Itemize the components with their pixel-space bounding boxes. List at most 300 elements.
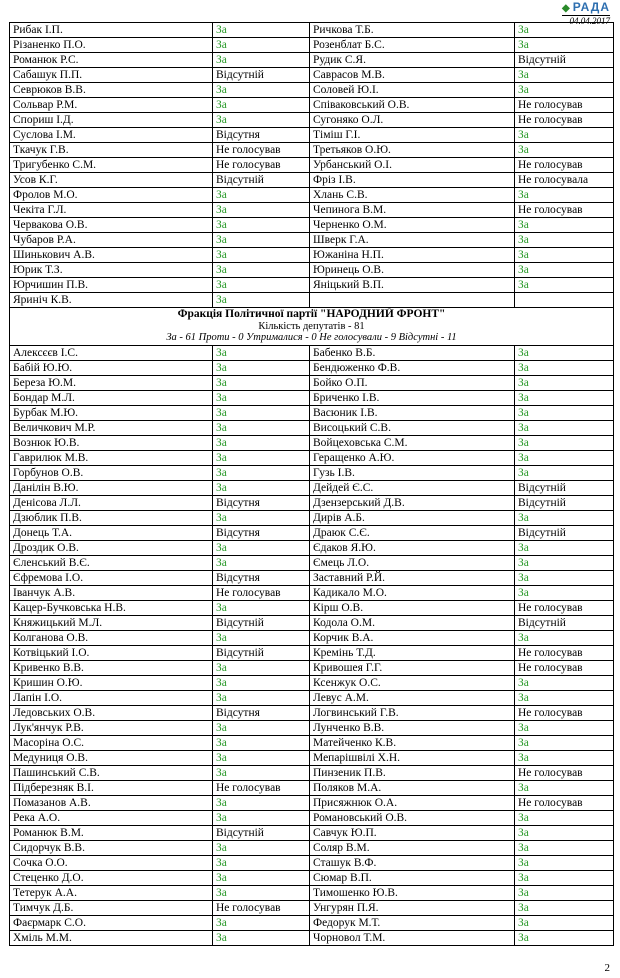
deputy-name-right: Розенблат Б.С. — [310, 38, 515, 53]
vote-result-left: За — [213, 870, 310, 885]
table-row — [10, 855, 614, 870]
deputy-name-left: Ткачук Г.В. — [10, 143, 213, 158]
vote-result-right: За — [515, 540, 614, 555]
vote-result-right: Не голосував — [515, 98, 614, 113]
table-row — [10, 750, 614, 765]
vote-result-right: За — [515, 780, 614, 795]
vote-result-left: Не голосував — [213, 585, 310, 600]
vote-result-right: За — [515, 585, 614, 600]
table-row — [10, 720, 614, 735]
deputy-name-right: Чепинога В.М. — [310, 203, 515, 218]
table-row — [10, 840, 614, 855]
page-number: 2 — [604, 962, 610, 974]
deputy-name-left: Дзюблик П.В. — [10, 510, 213, 525]
vote-result-left: Відсутня — [213, 495, 310, 510]
vote-result-left: За — [213, 23, 310, 38]
table-row — [10, 420, 614, 435]
vote-result-left: За — [213, 113, 310, 128]
table-row — [10, 735, 614, 750]
deputy-name-left: Романюк В.М. — [10, 825, 213, 840]
deputy-name-right: Ємець Л.О. — [310, 555, 515, 570]
vote-result-right: За — [515, 375, 614, 390]
deputy-name-left: Юрчишин П.В. — [10, 278, 213, 293]
vote-result-left: За — [213, 465, 310, 480]
vote-result-right: Не голосував — [515, 600, 614, 615]
deputy-name-left: Підберезняк В.І. — [10, 780, 213, 795]
vote-result-left: За — [213, 510, 310, 525]
deputy-name-left: Хміль М.М. — [10, 930, 213, 945]
vote-result-left: За — [213, 930, 310, 945]
deputy-name-right: Драюк С.Є. — [310, 525, 515, 540]
deputy-name-right: Матейченко К.В. — [310, 735, 515, 750]
table-row — [10, 570, 614, 585]
deputy-name-left: Сочка О.О. — [10, 855, 213, 870]
vote-result-left: За — [213, 540, 310, 555]
faction-header-section — [10, 308, 614, 346]
rada-brand-text: РАДА — [572, 0, 610, 14]
deputy-name-left: Рибак І.П. — [10, 23, 213, 38]
voting-results-table — [9, 22, 614, 946]
vote-result-left: За — [213, 360, 310, 375]
vote-result-left: Не голосував — [213, 780, 310, 795]
deputy-name-left: Спориш І.Д. — [10, 113, 213, 128]
vote-result-left: За — [213, 600, 310, 615]
deputy-name-right: Логвинський Г.В. — [310, 705, 515, 720]
table-row — [10, 675, 614, 690]
deputy-name-right: Співаковський О.В. — [310, 98, 515, 113]
deputy-name-right: Тимошенко Ю.В. — [310, 885, 515, 900]
deputy-name-left: Стеценко Д.О. — [10, 870, 213, 885]
deputy-name-right: Бриченко І.В. — [310, 390, 515, 405]
deputy-name-left: Княжицький М.Л. — [10, 615, 213, 630]
vote-result-left: Не голосував — [213, 158, 310, 173]
vote-result-right: За — [515, 555, 614, 570]
vote-result-right: За — [515, 233, 614, 248]
vote-result-left: За — [213, 660, 310, 675]
deputy-name-left: Горбунов О.В. — [10, 465, 213, 480]
vote-result-right: За — [515, 750, 614, 765]
deputy-name-right: Хлань С.В. — [310, 188, 515, 203]
vote-result-left: За — [213, 390, 310, 405]
deputy-name-right: Третьяков О.Ю. — [310, 143, 515, 158]
deputy-name-left: Червакова О.В. — [10, 218, 213, 233]
table-row — [10, 600, 614, 615]
deputy-name-left: Кривенко В.В. — [10, 660, 213, 675]
table-row — [10, 585, 614, 600]
deputy-name-left: Дроздик О.В. — [10, 540, 213, 555]
vote-result-left: За — [213, 405, 310, 420]
table-row — [10, 930, 614, 945]
deputy-name-right: Романовський О.В. — [310, 810, 515, 825]
vote-result-right: Не голосував — [515, 705, 614, 720]
voting-rows-bottom — [10, 345, 614, 945]
vote-result-left: Відсутній — [213, 173, 310, 188]
table-row — [10, 158, 614, 173]
vote-result-right: За — [515, 360, 614, 375]
vote-result-left: За — [213, 450, 310, 465]
deputy-name-right: Корчик В.А. — [310, 630, 515, 645]
table-row — [10, 690, 614, 705]
vote-result-left: За — [213, 915, 310, 930]
vote-result-right: За — [515, 885, 614, 900]
vote-result-left: За — [213, 233, 310, 248]
deputy-name-left: Денісова Л.Л. — [10, 495, 213, 510]
vote-result-left: За — [213, 855, 310, 870]
deputy-name-right: Саврасов М.В. — [310, 68, 515, 83]
vote-result-left: За — [213, 795, 310, 810]
vote-result-left: Відсутній — [213, 68, 310, 83]
deputy-name-right: Сугоняко О.Л. — [310, 113, 515, 128]
rada-brand — [562, 0, 610, 14]
vote-result-right: Відсутній — [515, 615, 614, 630]
vote-result-right: За — [515, 735, 614, 750]
vote-result-left: За — [213, 435, 310, 450]
deputy-name-right: Геращенко А.Ю. — [310, 450, 515, 465]
table-row — [10, 173, 614, 188]
vote-result-right: За — [515, 930, 614, 945]
vote-result-left: За — [213, 375, 310, 390]
vote-result-left: Відсутній — [213, 825, 310, 840]
deputy-name-left: Фаєрмарк С.О. — [10, 915, 213, 930]
vote-result-left: Відсутня — [213, 525, 310, 540]
vote-result-left: Відсутня — [213, 570, 310, 585]
vote-result-right: За — [515, 510, 614, 525]
deputy-name-left: Шинькович А.В. — [10, 248, 213, 263]
table-row — [10, 900, 614, 915]
vote-result-left: За — [213, 248, 310, 263]
table-row — [10, 98, 614, 113]
deputy-name-left: Данілін В.Ю. — [10, 480, 213, 495]
deputy-name-left: Чубаров Р.А. — [10, 233, 213, 248]
table-row — [10, 795, 614, 810]
deputy-name-right: Черненко О.М. — [310, 218, 515, 233]
table-row — [10, 435, 614, 450]
vote-result-right: Не голосував — [515, 158, 614, 173]
vote-result-right: За — [515, 570, 614, 585]
vote-result-left: Відсутній — [213, 615, 310, 630]
vote-result-right: За — [515, 870, 614, 885]
document-date: 04.04.2017 — [562, 15, 610, 26]
deputy-name-left: Юрик Т.З. — [10, 263, 213, 278]
deputy-name-left: Тетерук А.А. — [10, 885, 213, 900]
deputy-name-right: Сюмар В.П. — [310, 870, 515, 885]
deputy-name-right: Тіміш Г.І. — [310, 128, 515, 143]
table-row — [10, 23, 614, 38]
vote-result-right: За — [515, 450, 614, 465]
vote-result-right: За — [515, 278, 614, 293]
vote-result-right: Відсутній — [515, 480, 614, 495]
vote-result-right — [515, 293, 614, 308]
deputy-name-left: Сабашук П.П. — [10, 68, 213, 83]
deputy-name-left: Різаненко П.О. — [10, 38, 213, 53]
deputy-name-right: Сташук В.Ф. — [310, 855, 515, 870]
vote-result-right: Не голосував — [515, 203, 614, 218]
deputy-name-right — [310, 293, 515, 308]
vote-result-right: За — [515, 38, 614, 53]
table-row — [10, 203, 614, 218]
table-row — [10, 660, 614, 675]
deputy-name-right: Поляков М.А. — [310, 780, 515, 795]
deputy-name-left: Бондар М.Л. — [10, 390, 213, 405]
deputy-name-right: Левус А.М. — [310, 690, 515, 705]
table-row — [10, 870, 614, 885]
deputy-name-right: Ричкова Т.Б. — [310, 23, 515, 38]
vote-result-right: За — [515, 825, 614, 840]
deputy-name-right: Гузь І.В. — [310, 465, 515, 480]
deputy-name-left: Іванчук А.В. — [10, 585, 213, 600]
vote-result-right: За — [515, 143, 614, 158]
vote-result-left: За — [213, 218, 310, 233]
deputy-name-left: Медуниця О.В. — [10, 750, 213, 765]
vote-result-left: Не голосував — [213, 143, 310, 158]
vote-result-left: За — [213, 810, 310, 825]
deputy-name-right: Дейдей Є.С. — [310, 480, 515, 495]
vote-result-right: За — [515, 128, 614, 143]
deputy-name-right: Кремінь Т.Д. — [310, 645, 515, 660]
table-row — [10, 465, 614, 480]
deputy-name-left: Котвіцький І.О. — [10, 645, 213, 660]
vote-result-right: За — [515, 855, 614, 870]
deputy-name-left: Чекіта Г.Л. — [10, 203, 213, 218]
table-row — [10, 540, 614, 555]
table-row — [10, 263, 614, 278]
deputy-name-left: Река А.О. — [10, 810, 213, 825]
vote-result-left: За — [213, 765, 310, 780]
table-row — [10, 248, 614, 263]
faction-header-cell — [10, 308, 614, 346]
vote-result-right: Відсутній — [515, 495, 614, 510]
deputy-name-left: Сольвар Р.М. — [10, 98, 213, 113]
vote-result-left: За — [213, 293, 310, 308]
deputy-name-right: Урбанський О.І. — [310, 158, 515, 173]
vote-result-left: За — [213, 840, 310, 855]
deputy-name-right: Кірш О.В. — [310, 600, 515, 615]
table-row — [10, 113, 614, 128]
vote-result-right: Відсутній — [515, 53, 614, 68]
deputy-name-left: Пашинський С.В. — [10, 765, 213, 780]
deputy-name-right: Пинзеник П.В. — [310, 765, 515, 780]
rada-leaf-icon: ◆ — [562, 3, 571, 14]
deputy-name-left: Помазанов А.В. — [10, 795, 213, 810]
vote-result-left: За — [213, 555, 310, 570]
vote-result-left: За — [213, 480, 310, 495]
deputy-name-right: Кодола О.М. — [310, 615, 515, 630]
table-row — [10, 810, 614, 825]
deputy-name-left: Кришин О.Ю. — [10, 675, 213, 690]
deputy-name-left: Тригубенко С.М. — [10, 158, 213, 173]
table-row — [10, 360, 614, 375]
deputy-name-right: Савчук Ю.П. — [310, 825, 515, 840]
deputy-name-right: Южаніна Н.П. — [310, 248, 515, 263]
vote-result-left: За — [213, 278, 310, 293]
table-row — [10, 375, 614, 390]
vote-result-left: За — [213, 263, 310, 278]
deputy-name-right: Шверк Г.А. — [310, 233, 515, 248]
deputy-name-right: Фріз І.В. — [310, 173, 515, 188]
table-row — [10, 405, 614, 420]
vote-result-left: Відсутня — [213, 705, 310, 720]
vote-result-left: За — [213, 735, 310, 750]
vote-result-right: За — [515, 810, 614, 825]
deputy-name-right: Висоцький С.В. — [310, 420, 515, 435]
vote-result-right: За — [515, 68, 614, 83]
vote-result-left: За — [213, 345, 310, 360]
deputy-name-right: Кривошея Г.Г. — [310, 660, 515, 675]
table-row — [10, 705, 614, 720]
deputy-name-left: Лук'янчук Р.В. — [10, 720, 213, 735]
vote-result-left: За — [213, 420, 310, 435]
vote-result-right: За — [515, 465, 614, 480]
vote-result-left: Відсутній — [213, 645, 310, 660]
vote-result-right: За — [515, 188, 614, 203]
deputy-name-right: Кадикало М.О. — [310, 585, 515, 600]
deputy-name-right: Єдаков Я.Ю. — [310, 540, 515, 555]
deputy-name-right: Рудик С.Я. — [310, 53, 515, 68]
table-row — [10, 83, 614, 98]
deputy-name-right: Унгурян П.Я. — [310, 900, 515, 915]
table-row — [10, 780, 614, 795]
deputy-name-right: Соловей Ю.І. — [310, 83, 515, 98]
vote-result-right: За — [515, 420, 614, 435]
deputy-name-right: Яніцький В.П. — [310, 278, 515, 293]
deputy-name-right: Чорновол Т.М. — [310, 930, 515, 945]
vote-result-left: За — [213, 203, 310, 218]
deputy-name-left: Бабій Ю.Ю. — [10, 360, 213, 375]
table-row — [10, 510, 614, 525]
vote-result-right: За — [515, 915, 614, 930]
vote-result-right: За — [515, 840, 614, 855]
vote-result-right: За — [515, 390, 614, 405]
vote-result-left: Відсутня — [213, 128, 310, 143]
deputy-name-right: Васюник І.В. — [310, 405, 515, 420]
deputy-name-right: Дирів А.Б. — [310, 510, 515, 525]
vote-result-left: За — [213, 53, 310, 68]
deputy-name-left: Бурбак М.Ю. — [10, 405, 213, 420]
vote-result-right: За — [515, 83, 614, 98]
table-row — [10, 495, 614, 510]
vote-result-right: За — [515, 263, 614, 278]
table-row — [10, 233, 614, 248]
vote-result-right: За — [515, 345, 614, 360]
vote-result-right: За — [515, 23, 614, 38]
vote-result-left: За — [213, 630, 310, 645]
vote-result-right: За — [515, 630, 614, 645]
deputy-name-left: Алексєєв І.С. — [10, 345, 213, 360]
table-row — [10, 38, 614, 53]
table-row — [10, 293, 614, 308]
vote-result-right: Не голосувала — [515, 173, 614, 188]
deputy-name-left: Береза Ю.М. — [10, 375, 213, 390]
deputy-name-left: Севрюков В.В. — [10, 83, 213, 98]
vote-result-left: За — [213, 690, 310, 705]
table-row — [10, 915, 614, 930]
deputy-name-right: Бабенко В.Б. — [310, 345, 515, 360]
vote-result-left: За — [213, 675, 310, 690]
table-row — [10, 480, 614, 495]
table-row — [10, 630, 614, 645]
faction-title: Фракція Політичної партії "НАРОДНИЙ ФРОНТ" — [177, 308, 446, 320]
table-row — [10, 525, 614, 540]
vote-result-left: За — [213, 38, 310, 53]
vote-result-left: За — [213, 720, 310, 735]
deputy-name-left: Сидорчук В.В. — [10, 840, 213, 855]
deputy-name-right: Присяжнюк О.А. — [310, 795, 515, 810]
table-row — [10, 53, 614, 68]
deputy-name-left: Фролов М.О. — [10, 188, 213, 203]
deputy-name-right: Мепарішвілі Х.Н. — [310, 750, 515, 765]
table-row — [10, 128, 614, 143]
vote-result-right: За — [515, 900, 614, 915]
deputy-name-left: Романюк Р.С. — [10, 53, 213, 68]
deputy-name-right: Ксенжук О.С. — [310, 675, 515, 690]
table-row — [10, 218, 614, 233]
deputy-name-right: Заставний Р.Й. — [310, 570, 515, 585]
table-row — [10, 345, 614, 360]
deputy-name-left: Величкович М.Р. — [10, 420, 213, 435]
deputy-name-left: Масоріна О.С. — [10, 735, 213, 750]
vote-result-right: Не голосував — [515, 795, 614, 810]
vote-result-right: Не голосував — [515, 765, 614, 780]
deputy-name-right: Юринець О.В. — [310, 263, 515, 278]
deputy-name-right: Бойко О.П. — [310, 375, 515, 390]
deputy-name-left: Донець Т.А. — [10, 525, 213, 540]
table-row — [10, 615, 614, 630]
deputy-name-left: Лапін І.О. — [10, 690, 213, 705]
vote-result-left: За — [213, 750, 310, 765]
vote-result-left: За — [213, 885, 310, 900]
deputy-name-left: Єфремова І.О. — [10, 570, 213, 585]
deputy-name-left: Кацер-Бучковська Н.В. — [10, 600, 213, 615]
table-row — [10, 68, 614, 83]
table-row — [10, 555, 614, 570]
deputy-name-right: Соляр В.М. — [310, 840, 515, 855]
deputy-name-left: Усов К.Г. — [10, 173, 213, 188]
deputy-name-left: Єленський В.Є. — [10, 555, 213, 570]
table-row — [10, 143, 614, 158]
faction-deputy-count: Кількість депутатів - 81 — [258, 320, 365, 332]
vote-result-right: За — [515, 435, 614, 450]
deputy-name-right: Войцеховська С.М. — [310, 435, 515, 450]
deputy-name-right: Федорук М.Т. — [310, 915, 515, 930]
deputy-name-left: Тимчук Д.Б. — [10, 900, 213, 915]
vote-result-right: Відсутній — [515, 525, 614, 540]
faction-header-row — [10, 308, 614, 346]
table-row — [10, 450, 614, 465]
voting-rows-top — [10, 23, 614, 308]
table-row — [10, 765, 614, 780]
table-row — [10, 188, 614, 203]
deputy-name-left: Ледовських О.В. — [10, 705, 213, 720]
vote-result-right: Не голосував — [515, 645, 614, 660]
vote-result-left: За — [213, 83, 310, 98]
table-row — [10, 885, 614, 900]
vote-result-right: За — [515, 218, 614, 233]
deputy-name-right: Лунченко В.В. — [310, 720, 515, 735]
table-row — [10, 645, 614, 660]
vote-result-left: За — [213, 98, 310, 113]
table-row — [10, 825, 614, 840]
deputy-name-left: Вознюк Ю.В. — [10, 435, 213, 450]
vote-result-right: За — [515, 405, 614, 420]
deputy-name-right: Дзензерський Д.В. — [310, 495, 515, 510]
vote-result-right: За — [515, 720, 614, 735]
deputy-name-left: Колганова О.В. — [10, 630, 213, 645]
deputy-name-left: Суслова І.М. — [10, 128, 213, 143]
vote-result-right: За — [515, 675, 614, 690]
vote-result-right: За — [515, 248, 614, 263]
deputy-name-right: Бендюженко Ф.В. — [310, 360, 515, 375]
vote-result-left: Не голосував — [213, 900, 310, 915]
